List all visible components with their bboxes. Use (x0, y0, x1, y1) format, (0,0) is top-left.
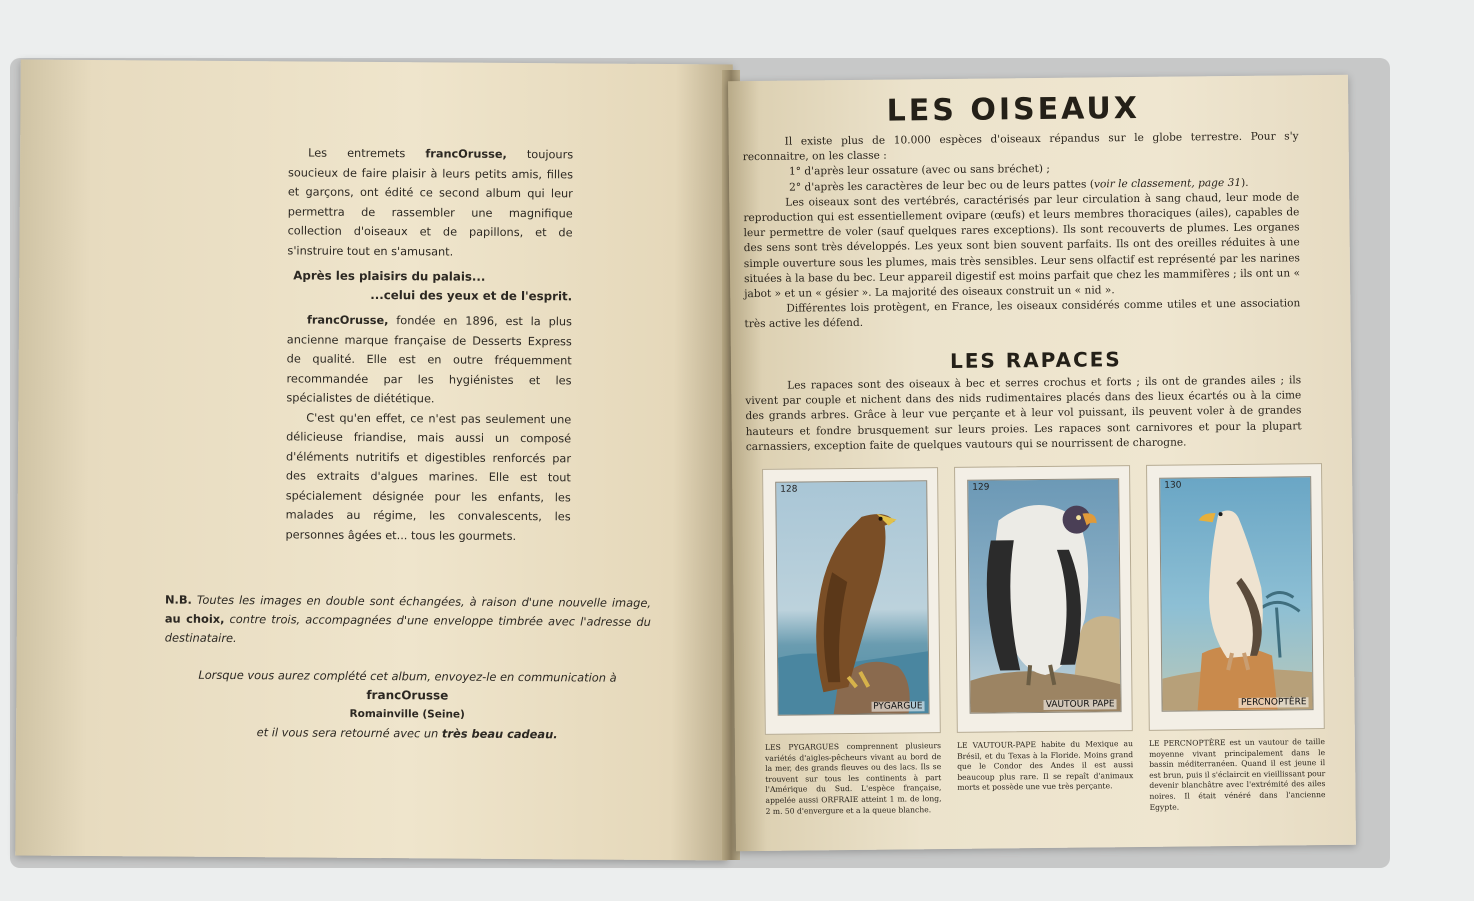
rapaces-text-block (745, 373, 1302, 455)
closing-return (164, 723, 650, 745)
egyptian-vulture-illustration (1160, 477, 1312, 711)
vulture-illustration (968, 479, 1120, 713)
slogan-line-2: ...celui des yeux et de l'esprit. (370, 287, 573, 304)
nb-text-a: Toutes les images en double sont échangées, à raison d'une nouvelle image, (196, 592, 652, 610)
classification-item-1: 1° d'après leur ossature (avec ou sans bréchet) ; (788, 163, 1051, 179)
closing-city: Romainville (Seine) (349, 707, 465, 721)
right-page (728, 75, 1356, 851)
intro-text-block (743, 129, 1301, 332)
intro-lead: Les entremets (308, 146, 406, 161)
left-page (15, 60, 733, 861)
item2-text-a: 2° d'après les caractères de leur bec ou de leurs pattes ( (789, 178, 1095, 194)
paragraph-classification: Il existe plus de 10.000 espèces d'oiseaux répandus sur le globe terrestre. Pour s'y reconnaitre, on les classe : (742, 130, 1299, 164)
closing-return-text: et il vous sera retourné avec un (256, 725, 439, 741)
page-title: LES OISEAUX (886, 90, 1141, 129)
card-image (1159, 476, 1313, 712)
closing-brand: francOrusse (366, 687, 449, 703)
item2-reference: voir le classement, page 31 (1093, 176, 1242, 191)
eagle-illustration (776, 481, 928, 715)
slogan (287, 266, 572, 306)
section-subtitle: LES RAPACES (949, 347, 1122, 373)
nb-choice: au choix, (164, 611, 225, 626)
intro-paragraph (287, 143, 573, 262)
intro-brand: francOrusse, (425, 147, 507, 161)
bird-card-vautour-pape (954, 465, 1133, 733)
bird-card-percnoptere (1146, 463, 1325, 731)
card-caption: PERCNOPTÈRE (1240, 697, 1307, 708)
card-caption: PYGARGUE (873, 701, 923, 712)
intro-block (285, 143, 573, 546)
closing-line: Lorsque vous aurez complété cet album, envoyez-le en communication à (198, 667, 617, 685)
history-paragraph (286, 310, 572, 409)
card-caption: VAUTOUR PAPE (1045, 699, 1115, 710)
bird-card-pygargue (762, 467, 941, 735)
intro-text: toujours soucieux de faire plaisir à leurs petits amis, filles et garçons, ont édité ce second album qui leur permettra de rassembler une magnifique collection d'oiseaux et de papillons, et de s'instruire tout en s'amusant. (287, 148, 574, 259)
card-number: 129 (972, 482, 990, 493)
closing-gift: très beau cadeau. (441, 726, 558, 742)
nb-note (165, 591, 651, 651)
card-description: LES PYGARGUES comprennent plusieurs variétés d'aigles-pêcheurs vivant au bord de la mer, des grands fleuves ou des lacs. Ils se trouvent sur tous les continents à part l'Amérique du Sud. L'espèce française, appelée aussi ORFRAIE atteint 1 m. de long, 2 m. 50 d'envergure et a la queue blanche. (764, 741, 942, 816)
history-text: fondée en 1896, est la plus ancienne marque française de Desserts Express de qualité. Elle est en outre fréquemment recommandée par les hygiénistes et les spécialistes de diététique. (286, 314, 573, 406)
nb-text-b: contre trois, accompagnées d'une enveloppe timbrée avec l'adresse du destinataire. (164, 611, 651, 646)
card-number: 130 (1164, 480, 1182, 491)
card-description: LE VAUTOUR-PAPE habite du Mexique au Brésil, et du Texas à la Floride. Moins grand que le Condor des Andes il est aussi beaucoup plus rare. Il se repaît d'animaux morts et possède une vue très perçante. (956, 739, 1134, 793)
benefits-paragraph: C'est qu'en effet, ce n'est pas seulement une délicieuse friandise, mais aussi un composé d'éléments nutritifs et digestibles renforcés par des extraits d'algues marines. Elle est tout spécialement désignée pour les enfants, les malades au régime, les convalescents, les personnes âgées et... tous les gourmets. (285, 411, 572, 543)
paragraph-vertebrates: Les oiseaux sont des vertébrés, caractérisés par leur circulation à sang chaud, leur mode de reproduction qui est essentiellement ovipare (œufs) et leurs membres thoraciques (ailes), capables de leur permettre de voler (sauf quelques rares exceptions). Ils sont recouverts de plumes. Les organes des sens sont très développés. Les yeux sont bien souvent parfaits. Ils ont des oreilles réduites à une simple ouverture sous les plumes, mais très sensibles. Leur sens olfactif est représenté par les narines situées à la base du bec. Leur appareil digestif est moins parfait que chez les mammifères ; ils ont un « jabot » et un « gésier ». La majorité des oiseaux construit un « nid ». (743, 191, 1301, 301)
slogan-line-1: Après les plaisirs du palais... (293, 268, 486, 284)
item2-text-b: ). (1240, 176, 1249, 189)
paragraph-protection: Différentes lois protègent, en France, les oiseaux considérés comme utiles et une association très active les défend. (744, 297, 1301, 331)
card-image (967, 478, 1121, 714)
closing-block (164, 666, 651, 745)
paragraph-rapaces: Les rapaces sont des oiseaux à bec et serres crochus et forts ; ils ont de grandes ailes ; ils vivent par couple et nichent dans des nids rudimentaires placés dans des lieux écartés ou à la cime des grands arbres. Grâce à leur vue perçante et à leur vol puissant, ils peuvent voler à de grandes hauteurs et fondre brusquement sur leurs proies. Les rapaces sont carnivores et pour la plupart carnassiers, exception faite de quelques vautours qui se nourrissent de charogne. (745, 374, 1302, 453)
card-description: LE PERCNOPTÈRE est un vautour de taille moyenne vivant principalement dans le bassin méditerranéen. Quand il est jeune il est brun, puis il s'éclaircit en vieillissant pour devenir blanchâtre avec l'extrémité des ailes noires. Il était vénéré dans l'ancienne Egypte. (1148, 737, 1326, 812)
card-number: 128 (780, 484, 798, 495)
card-image (775, 480, 929, 716)
nb-label: N.B. (164, 592, 192, 607)
history-brand: francOrusse, (306, 313, 389, 328)
